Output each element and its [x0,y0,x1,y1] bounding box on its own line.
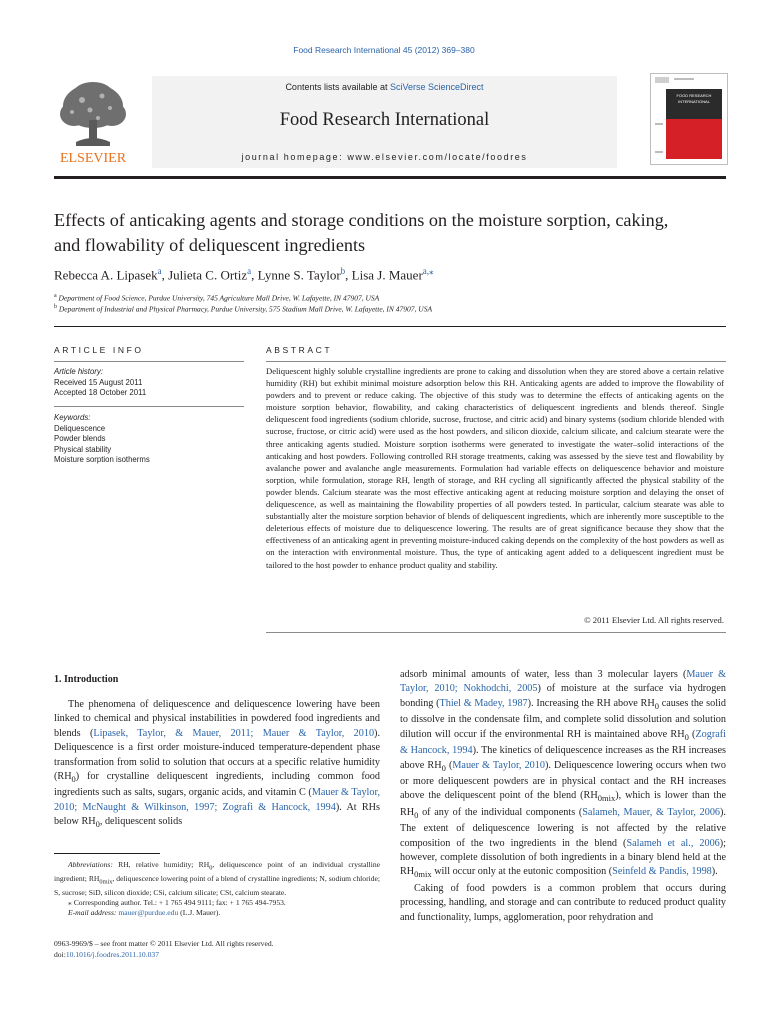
abstract-heading: ABSTRACT [266,345,333,355]
keywords-label: Keywords: [54,413,91,422]
keywords-rule [54,406,244,407]
body-text: ). [711,866,718,878]
keyword-item: Physical stability [54,444,112,454]
journal-title: Food Research International [279,110,490,130]
abbreviations-label: Abbreviations: [68,860,113,869]
cover-title-line2: INTERNATIONAL [678,99,710,104]
contents-available-line [152,82,617,92]
affiliation-marker: b [54,304,57,310]
citation-link[interactable]: Salameh et al., 2006 [626,837,720,849]
citation-link[interactable]: Mauer & Taylor, 2010; Nokhodchi, 2005 [400,669,726,695]
affiliation-marker: a [54,293,57,299]
abbreviations-text [54,860,380,898]
subscript: 0 [71,774,76,785]
body-text: causes the solid to dissolve in the condensate film, and complete solid dissolution and solution dilution will occur if the environmental RH is maintained above RH [400,697,726,740]
section-heading-introduction: 1. Introduction [54,674,119,685]
accepted-date: Accepted 18 October 2011 [54,388,147,397]
contents-prefix: Contents lists available at [285,82,390,92]
footnote-text: , deliquescence lowering point of a blend of crystalline ingredients; N, sodium chloride; S, sucrose; SiD, silicon dioxide; CSi, calcium silicate; CSt, calcium stearate. [54,873,381,897]
subscript: 0 [209,864,213,872]
subscript: 0mix [99,878,113,886]
abbreviations-footnote [54,860,380,919]
intro-paragraph-continued [400,668,726,882]
publication-info [54,938,274,960]
abstract-bottom-rule [266,632,726,633]
elsevier-tree-logo [54,76,132,168]
subscript: 0 [684,731,689,742]
body-text: ). Deliquescence is a first order moisture-induced temperature-dependent phase transformation from solid to solution that occurs at a specific relative humidity (RH [54,727,380,783]
doi-link[interactable]: 10.1016/j.foodres.2011.10.037 [65,950,159,959]
citation-link[interactable]: Lipasek, Taylor, & Mauer, 2011; Mauer & Taylor, 2010 [93,727,375,739]
article-info-rule [54,361,244,362]
body-text: ), which is lower than the RH [400,790,726,818]
body-text: ) of moisture at the surface via hydrogen bonding ( [400,683,726,709]
journal-homepage[interactable]: journal homepage: www.elsevier.com/locate/foodres [241,152,528,162]
email-note [54,908,380,918]
body-text: ( [688,728,696,740]
issn-line: 0963-9969/$ – see front matter © 2011 Elsevier Ltd. All rights reserved. [54,939,274,948]
article-history [54,367,244,399]
corresponding-author-note: ⁎ Corresponding author. Tel.: + 1 765 494 9111; fax: + 1 765 494-7953. [68,897,286,907]
body-text: adsorb minimal amounts of water, less than 3 molecular layers ( [400,669,687,680]
keyword-item: Powder blends [54,434,106,443]
article-title-line1: Effects of anticaking agents and storage conditions on the moisture sorption, caking, [54,210,669,230]
article-info-heading: ARTICLE INFO [54,345,144,355]
body-text: will occur only at the eutonic composition ( [431,866,613,878]
caking-paragraph: Caking of food powders is a common problem that occurs during processing, handling, and storage and can contribute to reduced product quality and functionality, lumps, agglomeration, poor rehydration and [400,882,726,923]
author-separator: , [161,267,169,283]
citation-link[interactable]: Mauer & Taylor, 2010 [452,759,545,771]
affiliation-b [54,304,432,314]
footnote-text: RH, relative humidity; RH [112,860,210,869]
received-date: Received 15 August 2011 [54,377,143,387]
body-column-left [54,698,380,832]
subscript: 0 [654,700,659,711]
body-text: ). At RHs below RH [54,801,380,828]
subscript: 0mix [414,869,432,880]
citation-link[interactable]: Thiel & Madey, 1987 [439,697,528,709]
keyword-item: Moisture sorption isotherms [54,455,150,464]
citation-link[interactable]: Salameh, Mauer, & Taylor, 2006 [582,806,721,818]
author-separator: , [251,267,258,283]
sciencedirect-link[interactable]: SciVerse ScienceDirect [390,82,484,92]
author-name: Julieta C. Ortiz [168,267,248,283]
subscript: 0 [414,809,419,820]
keyword-item: Deliquescence [54,423,106,433]
body-text: ). The extent of deliquescence lowering is not affected by the relative composition of the two ingredients in the blend ( [400,806,726,849]
author-affiliation-marker[interactable]: b [340,266,346,276]
footnote-divider [54,853,160,854]
author-name: Lisa J. Mauer [351,267,423,283]
abstract-rule [266,361,726,362]
body-text: ). The kinetics of deliquescence increases as the RH increases above RH [400,745,726,771]
body-text: ). Increasing the RH above RH [527,697,655,709]
body-text: , deliquescent solids [99,816,183,828]
abstract-body: Deliquescent highly soluble crystalline ingredients are prone to caking and dissolution when they are stored above a certain relative humidity (RH) but exhibit minimal moisture adsorption below this RH. Anticaking agents are added to improve the flowability of powders and to prevent or reduce caking. The objective of this study was to determine the effects of anticaking agents on the moisture sorption behavior, flowability, and caking characteristics of deliquescent ingredients and blends thereof. Single deliquescent food ingredients (sodium chloride, sucrose, fructose, and citric acid) and binary systems (sodium chloride blended with sucrose, fructose, or citric acid) were used as the host powders, and silicon dioxide, calcium silicate, and calcium stearate were the three anticaking agents studied. Moisture sorption isotherms were generated to investigate the water–solid interactions of the anticaking and host powders. Following controlled RH storage treatments, caking was assessed by the sieve test and flowability by avalanche power and avalanche angle measurements. Formulation had variable effects on deliquescence behavior and moisture sorption, while formulation, storage RH, length of storage, and RH cycling all significantly affected the physical stability of the powder blends. Calcium stearate was the most effective anticaking agent at reducing moisture sorption and delaying the onset of deliquescence, as well as maintaining the flowability properties of all powders tested. In particular, calcium stearate was able to substantially alter the moisture sorption behavior of blends of deliquescent ingredients, which are inherently more susceptible to the deleterious effects of moisture due to deliquescence lowering. The results are of great significance because they show that the effectiveness of an anticaking agent in preventing moisture-induced caking depends on the complexity of the host powders as well as on the interaction with environmental moisture. Thus, the type of anticaking agent added to a deliquescent ingredient must be tailored to the host powder to enhance product quality and stability. [266,366,724,570]
article-history-label: Article history: [54,367,103,376]
journal-citation-link[interactable]: Food Research International 45 (2012) 369–380 [293,45,475,55]
citation-link[interactable]: Mauer & Taylor, 2010; McNaught & Wilkinson, 1997; Zografi & Hancock, 1994 [54,787,380,813]
citation-link[interactable]: Zografi & Hancock, 1994 [400,728,726,757]
section-divider [54,326,726,327]
article-title-line2: and flowability of deliquescent ingredients [54,235,366,255]
subscript: 0 [95,819,100,830]
author-name: Rebecca A. Lipasek [54,267,158,283]
article-title [54,208,734,258]
body-text: ( [445,759,453,771]
subscript: 0 [441,762,446,773]
subscript: 0mix [597,793,616,804]
affiliation-a [54,293,379,303]
doi-prefix: doi: [54,950,66,959]
email-label: E-mail address: [68,908,117,918]
affiliation-text: Department of Industrial and Physical Pharmacy, Purdue University, 575 Stadium Mall Drive, W. Lafayette, IN 47907, USA [58,304,433,314]
cover-title-line1: FOOD RESEARCH [676,93,712,98]
author-list [54,266,434,283]
body-text: The phenomena of deliquescence and deliquescence lowering have been linked to chemical and physical instabilities in powdered food ingredients and blends ( [54,699,380,739]
body-column-right [400,668,726,925]
header-divider [54,176,726,179]
doi-line [54,949,274,960]
email-suffix: (L.J. Mauer). [178,908,221,918]
author-affiliation-marker[interactable]: a [247,266,252,276]
footnote-text: , deliquescence point of an individual crystalline ingredient; RH [54,860,380,883]
elsevier-wordmark: ELSEVIER [59,151,127,166]
author-affiliation-marker[interactable]: a,⁎ [422,266,434,276]
journal-cover-thumbnail[interactable] [650,73,728,165]
author-affiliation-marker[interactable]: a [157,266,162,276]
affiliation-text: Department of Food Science, Purdue University, 745 Agriculture Mall Drive, W. Lafayette, IN 47907, USA [58,293,380,303]
email-link[interactable]: mauer@purdue.edu [118,908,179,918]
body-text: of any of the individual components ( [418,806,583,818]
author-separator: , [345,267,352,283]
citation-link[interactable]: Seinfeld & Pandis, 1998 [612,866,712,878]
body-text: ); however, complete dissolution of both ingredients in a binary blend held at the RH [400,837,726,878]
body-text: ). Deliquescence lowering occurs when two or more deliquescent powders are in physical contact and the RH increases above the deliquescent point of the blend (RH [400,759,726,802]
author-name: Lynne S. Taylor [257,267,341,283]
abstract-copyright: © 2011 Elsevier Ltd. All rights reserved. [584,615,724,625]
intro-paragraph [54,698,380,832]
body-text: ) for crystalline deliquescent ingredients, including common food ingredients such as salts, sugars, organic acids, and vitamin C ( [54,771,380,799]
keywords-list [54,413,244,466]
